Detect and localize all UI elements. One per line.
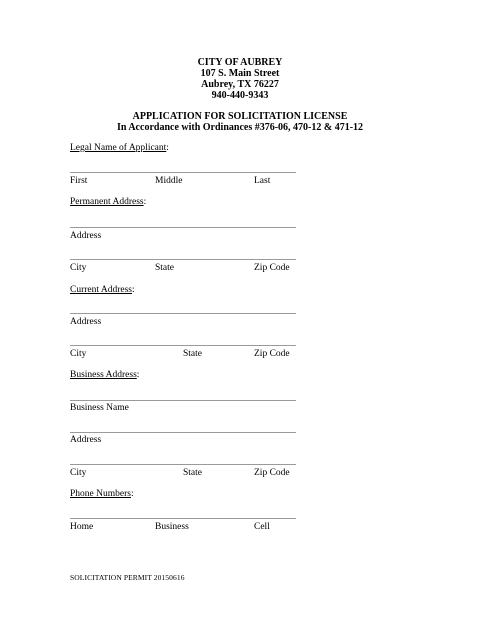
form-title: APPLICATION FOR SOLICITATION LICENSE — [132, 111, 348, 122]
current-address-label: Address — [70, 317, 102, 327]
phone-numbers-line[interactable] — [70, 518, 296, 519]
permanent-state-label: State — [155, 263, 174, 273]
permanent-address-label: Address — [70, 231, 102, 241]
middle-name-label: Middle — [155, 176, 183, 186]
business-phone-label: Business — [155, 522, 189, 532]
form-subtitle: In Accordance with Ordinances #376-06, 470-12 & 471-12 — [116, 122, 364, 133]
legal-name-heading: Legal Name of Applicant: — [70, 143, 169, 153]
footer-code: SOLICITATION PERMIT 20150616 — [70, 573, 185, 582]
business-name-label: Business Name — [70, 403, 129, 413]
business-address-label: Address — [70, 435, 102, 445]
home-phone-label: Home — [70, 522, 94, 532]
permanent-address-line[interactable] — [70, 227, 296, 228]
last-name-label: Last — [254, 176, 271, 186]
legal-name-line[interactable] — [70, 172, 296, 173]
current-city-label: City — [70, 349, 87, 359]
permanent-city-label: City — [70, 263, 87, 273]
phone-numbers-heading: Phone Numbers: — [70, 489, 134, 499]
first-name-label: First — [70, 176, 88, 186]
street-address: 107 S. Main Street — [200, 68, 280, 79]
business-city-label: City — [70, 468, 87, 478]
business-address-heading: Business Address: — [70, 370, 140, 380]
cell-phone-label: Cell — [254, 522, 270, 532]
business-name-line[interactable] — [70, 400, 296, 401]
current-address-line[interactable] — [70, 313, 296, 314]
city-name: CITY OF AUBREY — [197, 57, 283, 68]
current-address-heading: Current Address: — [70, 285, 135, 295]
current-zip-label: Zip Code — [254, 349, 290, 359]
business-address-line[interactable] — [70, 432, 296, 433]
permanent-address-heading: Permanent Address: — [70, 197, 147, 207]
business-city-line[interactable] — [70, 464, 296, 465]
city-state-zip: Aubrey, TX 76227 — [201, 79, 279, 90]
business-state-label: State — [183, 468, 202, 478]
business-zip-label: Zip Code — [254, 468, 290, 478]
current-state-label: State — [183, 349, 202, 359]
permanent-city-line[interactable] — [70, 259, 296, 260]
phone-number: 940-440-9343 — [211, 90, 269, 101]
permanent-zip-label: Zip Code — [254, 263, 290, 273]
current-city-line[interactable] — [70, 345, 296, 346]
